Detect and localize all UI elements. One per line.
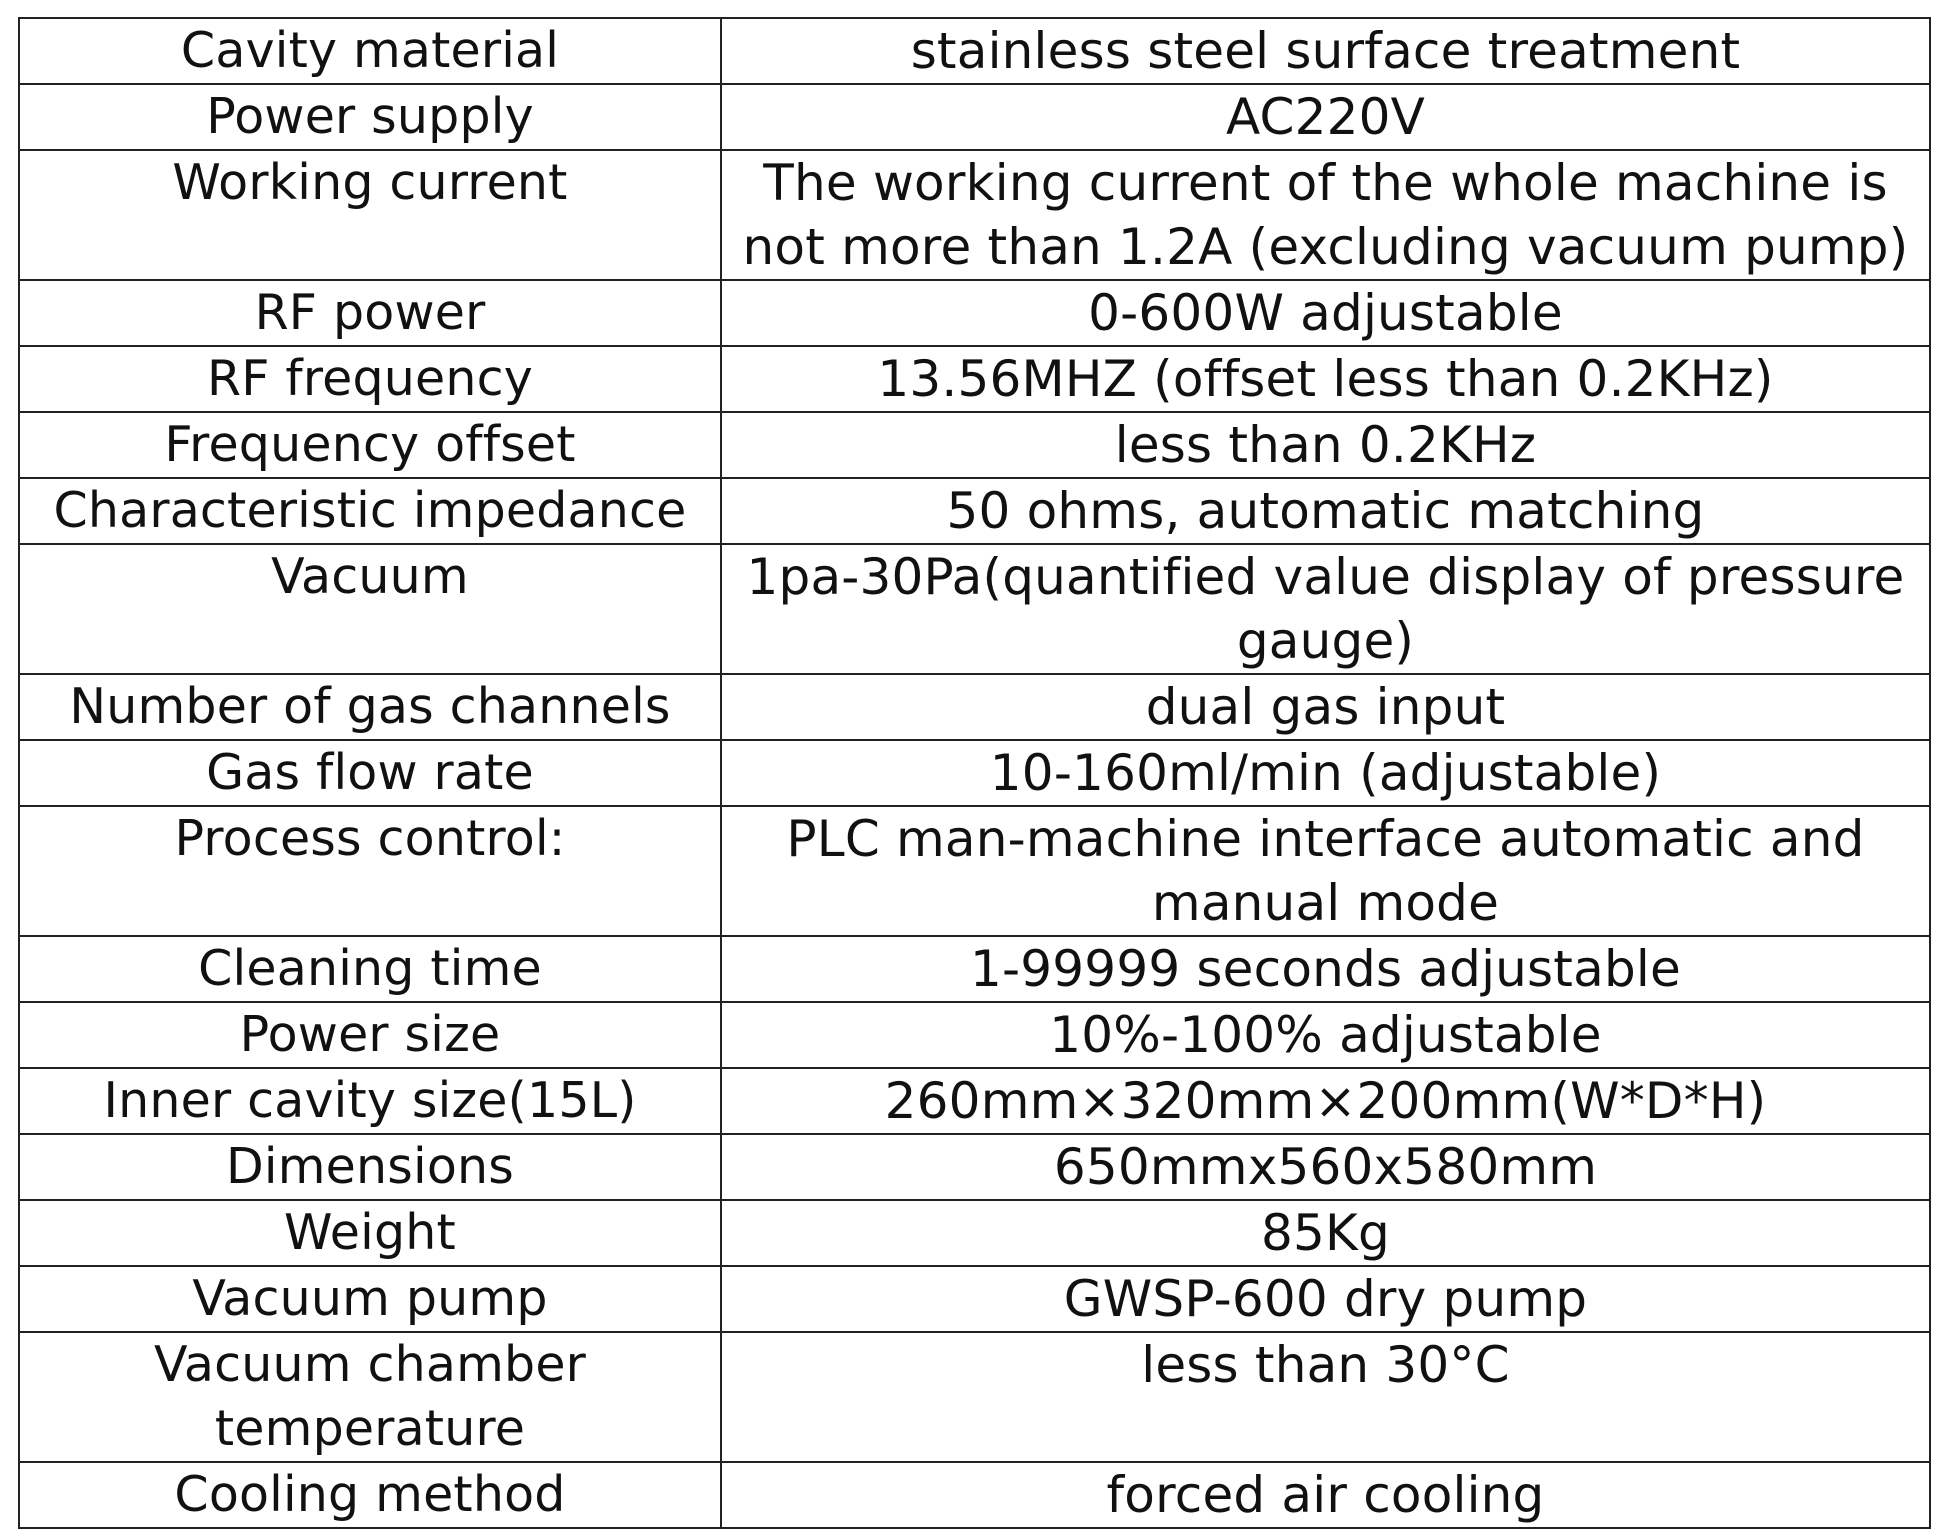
spec-value: 13.56MHZ (offset less than 0.2KHz) [721,346,1930,412]
spec-value: less than 30°C [721,1332,1930,1462]
spec-label: Gas flow rate [19,740,721,806]
spec-label: Number of gas channels [19,674,721,740]
spec-label: Cleaning time [19,936,721,1002]
spec-label: Cooling method [19,1462,721,1528]
table-row [19,280,1930,346]
table-row [19,1134,1930,1200]
table-row [19,936,1930,1002]
spec-value: GWSP-600 dry pump [721,1266,1930,1332]
spec-label: Vacuum pump [19,1266,721,1332]
spec-label: Power size [19,1002,721,1068]
spec-table [18,17,1931,1529]
spec-label: RF frequency [19,346,721,412]
spec-label: Vacuum chamber temperature [19,1332,721,1462]
spec-label: Weight [19,1200,721,1266]
spec-value: The working current of the whole machine is not more than 1.2A (excluding vacuum pump) [721,150,1930,280]
spec-label: Working current [19,150,721,280]
spec-value: 50 ohms, automatic matching [721,478,1930,544]
spec-value: 1pa-30Pa(quantified value display of pressure gauge) [721,544,1930,674]
table-row [19,1068,1930,1134]
spec-label: Inner cavity size(15L) [19,1068,721,1134]
spec-value: forced air cooling [721,1462,1930,1528]
spec-value: 650mmx560x580mm [721,1134,1930,1200]
table-row [19,740,1930,806]
table-row [19,1200,1930,1266]
spec-value: less than 0.2KHz [721,412,1930,478]
table-row [19,346,1930,412]
spec-label: Dimensions [19,1134,721,1200]
table-row [19,1332,1930,1462]
table-row [19,1002,1930,1068]
spec-value: 1-99999 seconds adjustable [721,936,1930,1002]
spec-value: 0-600W adjustable [721,280,1930,346]
table-row [19,544,1930,674]
table-row [19,150,1930,280]
spec-label: Process control: [19,806,721,936]
spec-label: Cavity material [19,18,721,84]
table-row [19,412,1930,478]
spec-label: Power supply [19,84,721,150]
spec-value: stainless steel surface treatment [721,18,1930,84]
spec-value: 10-160ml/min (adjustable) [721,740,1930,806]
spec-label: Vacuum [19,544,721,674]
table-row [19,18,1930,84]
spec-value: dual gas input [721,674,1930,740]
table-row [19,84,1930,150]
table-row [19,674,1930,740]
table-row [19,806,1930,936]
spec-value: AC220V [721,84,1930,150]
table-row [19,1266,1930,1332]
spec-value: PLC man-machine interface automatic and manual mode [721,806,1930,936]
spec-value: 10%-100% adjustable [721,1002,1930,1068]
spec-value: 260mm×320mm×200mm(W*D*H) [721,1068,1930,1134]
table-row [19,1462,1930,1528]
table-row [19,478,1930,544]
spec-label: Characteristic impedance [19,478,721,544]
spec-label: Frequency offset [19,412,721,478]
spec-value: 85Kg [721,1200,1930,1266]
spec-label: RF power [19,280,721,346]
